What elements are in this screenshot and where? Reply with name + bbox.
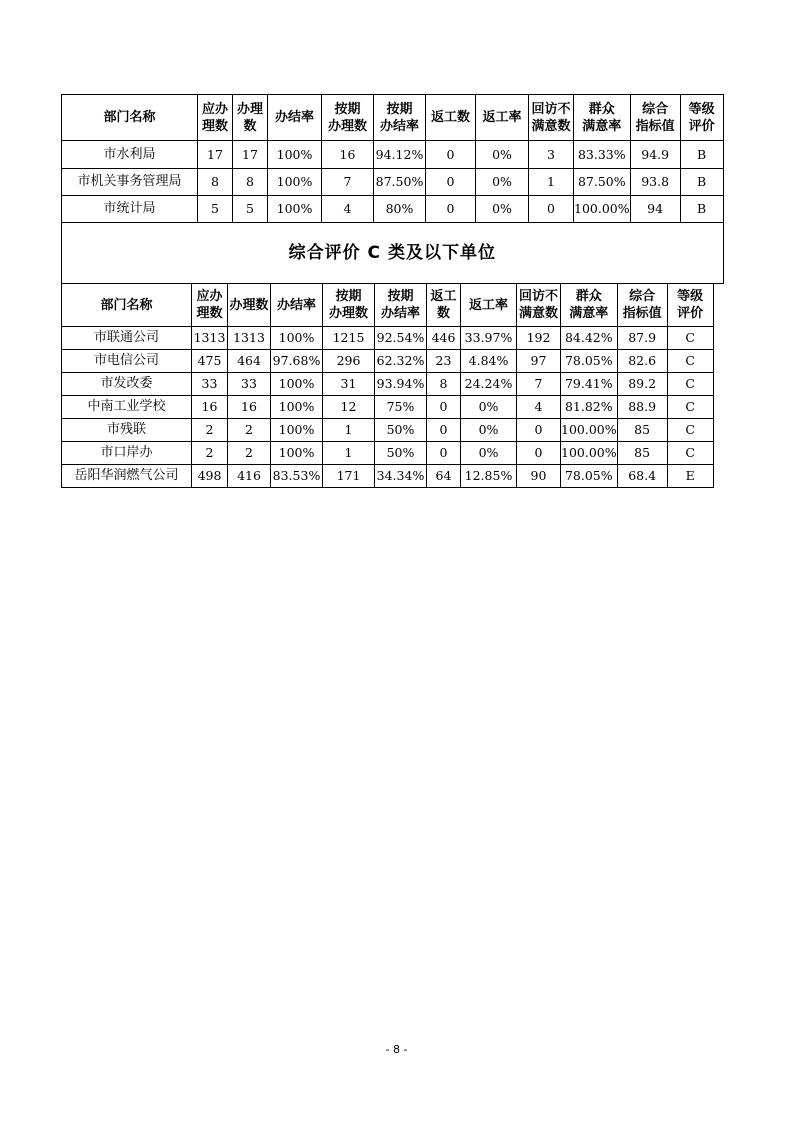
- table-cell: 87.50%: [574, 169, 631, 196]
- table-cell: 1: [323, 419, 375, 442]
- table-row: [62, 141, 724, 169]
- table-cell: 498: [192, 465, 228, 488]
- table-cell: 100.00%: [561, 419, 618, 442]
- table-cell: 100%: [271, 396, 323, 419]
- table-cell: 5: [198, 196, 233, 223]
- table-cell: 24.24%: [461, 373, 517, 396]
- header-cell: 办结率: [268, 95, 322, 141]
- table-cell: C: [667, 350, 713, 373]
- table-cell: 87.9: [617, 327, 667, 350]
- header-cell: 按期 办理数: [322, 95, 374, 141]
- table-header-row: [62, 284, 714, 327]
- table-cell: 0: [427, 419, 461, 442]
- table-cell: 475: [192, 350, 228, 373]
- table-cell: 33: [192, 373, 228, 396]
- table-cell: 8: [233, 169, 268, 196]
- table-cell: 64: [427, 465, 461, 488]
- table-cell: 0: [427, 396, 461, 419]
- header-cell: 按期 办结率: [375, 284, 427, 327]
- table-row: [62, 350, 714, 373]
- table-cell: 市口岸办: [62, 442, 192, 465]
- table-cell: 0%: [476, 196, 529, 223]
- table-cell: 31: [323, 373, 375, 396]
- table-cell: 0%: [476, 169, 529, 196]
- table-cell: 100%: [271, 373, 323, 396]
- table-cell: 3: [529, 141, 574, 169]
- header-cell: 等级 评价: [667, 284, 713, 327]
- header-cell: 综合 指标值: [617, 284, 667, 327]
- table-cell: 93.94%: [375, 373, 427, 396]
- table-row: [62, 442, 714, 465]
- section-title-row: [62, 223, 724, 284]
- header-cell: 部门名称: [62, 95, 198, 141]
- table-cell: 88.9: [617, 396, 667, 419]
- table-cell: 94.12%: [374, 141, 426, 169]
- table-cell: 100.00%: [561, 442, 618, 465]
- table-cell: 85: [617, 419, 667, 442]
- table-row: [62, 419, 714, 442]
- header-cell: 等级 评价: [680, 95, 723, 141]
- table-cell: 94.9: [630, 141, 680, 169]
- table-cell: 0%: [461, 442, 517, 465]
- table-cell: 2: [228, 442, 271, 465]
- table-cell: 0%: [461, 396, 517, 419]
- table-cell: 市发改委: [62, 373, 192, 396]
- table-cell: 33.97%: [461, 327, 517, 350]
- table-cell: 33: [228, 373, 271, 396]
- table-cell: 市联通公司: [62, 327, 192, 350]
- table-cell: 市水利局: [62, 141, 198, 169]
- table-cell: 12: [323, 396, 375, 419]
- table-row: [62, 196, 724, 223]
- table-cell: 171: [323, 465, 375, 488]
- header-cell: 按期 办结率: [374, 95, 426, 141]
- table-cell: 23: [427, 350, 461, 373]
- table-row: [62, 396, 714, 419]
- header-cell: 综合 指标值: [630, 95, 680, 141]
- table-cell: 78.05%: [561, 465, 618, 488]
- table-cell: 100%: [271, 442, 323, 465]
- table-cell: 82.6: [617, 350, 667, 373]
- table-cell: 16: [228, 396, 271, 419]
- table-cell: 市机关事务管理局: [62, 169, 198, 196]
- table-cell: 97: [517, 350, 561, 373]
- header-cell: 群众 满意率: [561, 284, 618, 327]
- table-cell: 0%: [461, 419, 517, 442]
- table-cell: 75%: [375, 396, 427, 419]
- table-cell: 市电信公司: [62, 350, 192, 373]
- table-cell: 464: [228, 350, 271, 373]
- table-cell: 2: [192, 442, 228, 465]
- table-cell: 89.2: [617, 373, 667, 396]
- header-cell: 群众 满意率: [574, 95, 631, 141]
- table-cell: 0%: [476, 141, 529, 169]
- table-cell: 68.4: [617, 465, 667, 488]
- table-cell: 7: [517, 373, 561, 396]
- table-cell: 100%: [271, 327, 323, 350]
- table-cell: 0: [426, 141, 476, 169]
- table-cell: C: [667, 396, 713, 419]
- evaluation-table-c: [61, 283, 714, 488]
- table-cell: 市残联: [62, 419, 192, 442]
- table-cell: 4.84%: [461, 350, 517, 373]
- table-cell: 100.00%: [574, 196, 631, 223]
- header-cell: 办理 数: [233, 95, 268, 141]
- table-cell: 446: [427, 327, 461, 350]
- table-cell: 1: [529, 169, 574, 196]
- table-cell: 93.8: [630, 169, 680, 196]
- table-cell: 1313: [192, 327, 228, 350]
- table-row: [62, 373, 714, 396]
- table-cell: 100%: [271, 419, 323, 442]
- table-header-row: [62, 95, 724, 141]
- table-cell: 1: [323, 442, 375, 465]
- table-row: [62, 465, 714, 488]
- header-cell: 返工数: [426, 95, 476, 141]
- table-cell: 78.05%: [561, 350, 618, 373]
- table-cell: 1215: [323, 327, 375, 350]
- table-row: [62, 169, 724, 196]
- table-cell: 16: [322, 141, 374, 169]
- table-cell: 92.54%: [375, 327, 427, 350]
- table-cell: 4: [322, 196, 374, 223]
- table-cell: 94: [630, 196, 680, 223]
- header-cell: 返工率: [461, 284, 517, 327]
- header-cell: 部门名称: [62, 284, 192, 327]
- page-number: - 8 -: [385, 1043, 408, 1056]
- table-row: [62, 327, 714, 350]
- table-cell: 中南工业学校: [62, 396, 192, 419]
- table-cell: 0: [529, 196, 574, 223]
- header-cell: 应办 理数: [198, 95, 233, 141]
- evaluation-table-b: [61, 94, 724, 284]
- table-cell: 83.33%: [574, 141, 631, 169]
- table-cell: 34.34%: [375, 465, 427, 488]
- table-cell: 7: [322, 169, 374, 196]
- table-cell: 8: [427, 373, 461, 396]
- table-cell: 市统计局: [62, 196, 198, 223]
- table-cell: 4: [517, 396, 561, 419]
- header-cell: 应办 理数: [192, 284, 228, 327]
- header-cell: 回访不 满意数: [529, 95, 574, 141]
- table-cell: 83.53%: [271, 465, 323, 488]
- table-cell: 0: [426, 169, 476, 196]
- header-cell: 办理数: [228, 284, 271, 327]
- table-cell: C: [667, 373, 713, 396]
- table-cell: C: [667, 442, 713, 465]
- table-cell: 8: [198, 169, 233, 196]
- table-cell: 97.68%: [271, 350, 323, 373]
- table-cell: C: [667, 327, 713, 350]
- table-cell: 50%: [375, 419, 427, 442]
- table-cell: 16: [192, 396, 228, 419]
- table-cell: 416: [228, 465, 271, 488]
- table-cell: 50%: [375, 442, 427, 465]
- header-cell: 办结率: [271, 284, 323, 327]
- table-cell: 79.41%: [561, 373, 618, 396]
- header-cell: 返工 数: [427, 284, 461, 327]
- table-cell: 0: [427, 442, 461, 465]
- table-cell: 90: [517, 465, 561, 488]
- table-cell: 2: [192, 419, 228, 442]
- table-cell: 100%: [268, 141, 322, 169]
- table-cell: B: [680, 141, 723, 169]
- table-cell: 296: [323, 350, 375, 373]
- table-cell: 62.32%: [375, 350, 427, 373]
- table-cell: 2: [228, 419, 271, 442]
- header-cell: 按期 办理数: [323, 284, 375, 327]
- section-title: 综合评价 C 类及以下单位: [62, 223, 724, 284]
- header-cell: 返工率: [476, 95, 529, 141]
- table-cell: 17: [198, 141, 233, 169]
- table-cell: 0: [517, 442, 561, 465]
- table-cell: C: [667, 419, 713, 442]
- table-cell: 100%: [268, 169, 322, 196]
- table-cell: E: [667, 465, 713, 488]
- table-cell: 81.82%: [561, 396, 618, 419]
- table-cell: 17: [233, 141, 268, 169]
- table-cell: 5: [233, 196, 268, 223]
- table-cell: 12.85%: [461, 465, 517, 488]
- header-cell: 回访不 满意数: [517, 284, 561, 327]
- table-cell: 84.42%: [561, 327, 618, 350]
- table-cell: 87.50%: [374, 169, 426, 196]
- table-cell: 85: [617, 442, 667, 465]
- table-cell: B: [680, 196, 723, 223]
- table-cell: 80%: [374, 196, 426, 223]
- table-cell: 0: [517, 419, 561, 442]
- table-cell: 1313: [228, 327, 271, 350]
- table-cell: 0: [426, 196, 476, 223]
- table-cell: 岳阳华润燃气公司: [62, 465, 192, 488]
- table-cell: 100%: [268, 196, 322, 223]
- table-cell: B: [680, 169, 723, 196]
- table-cell: 192: [517, 327, 561, 350]
